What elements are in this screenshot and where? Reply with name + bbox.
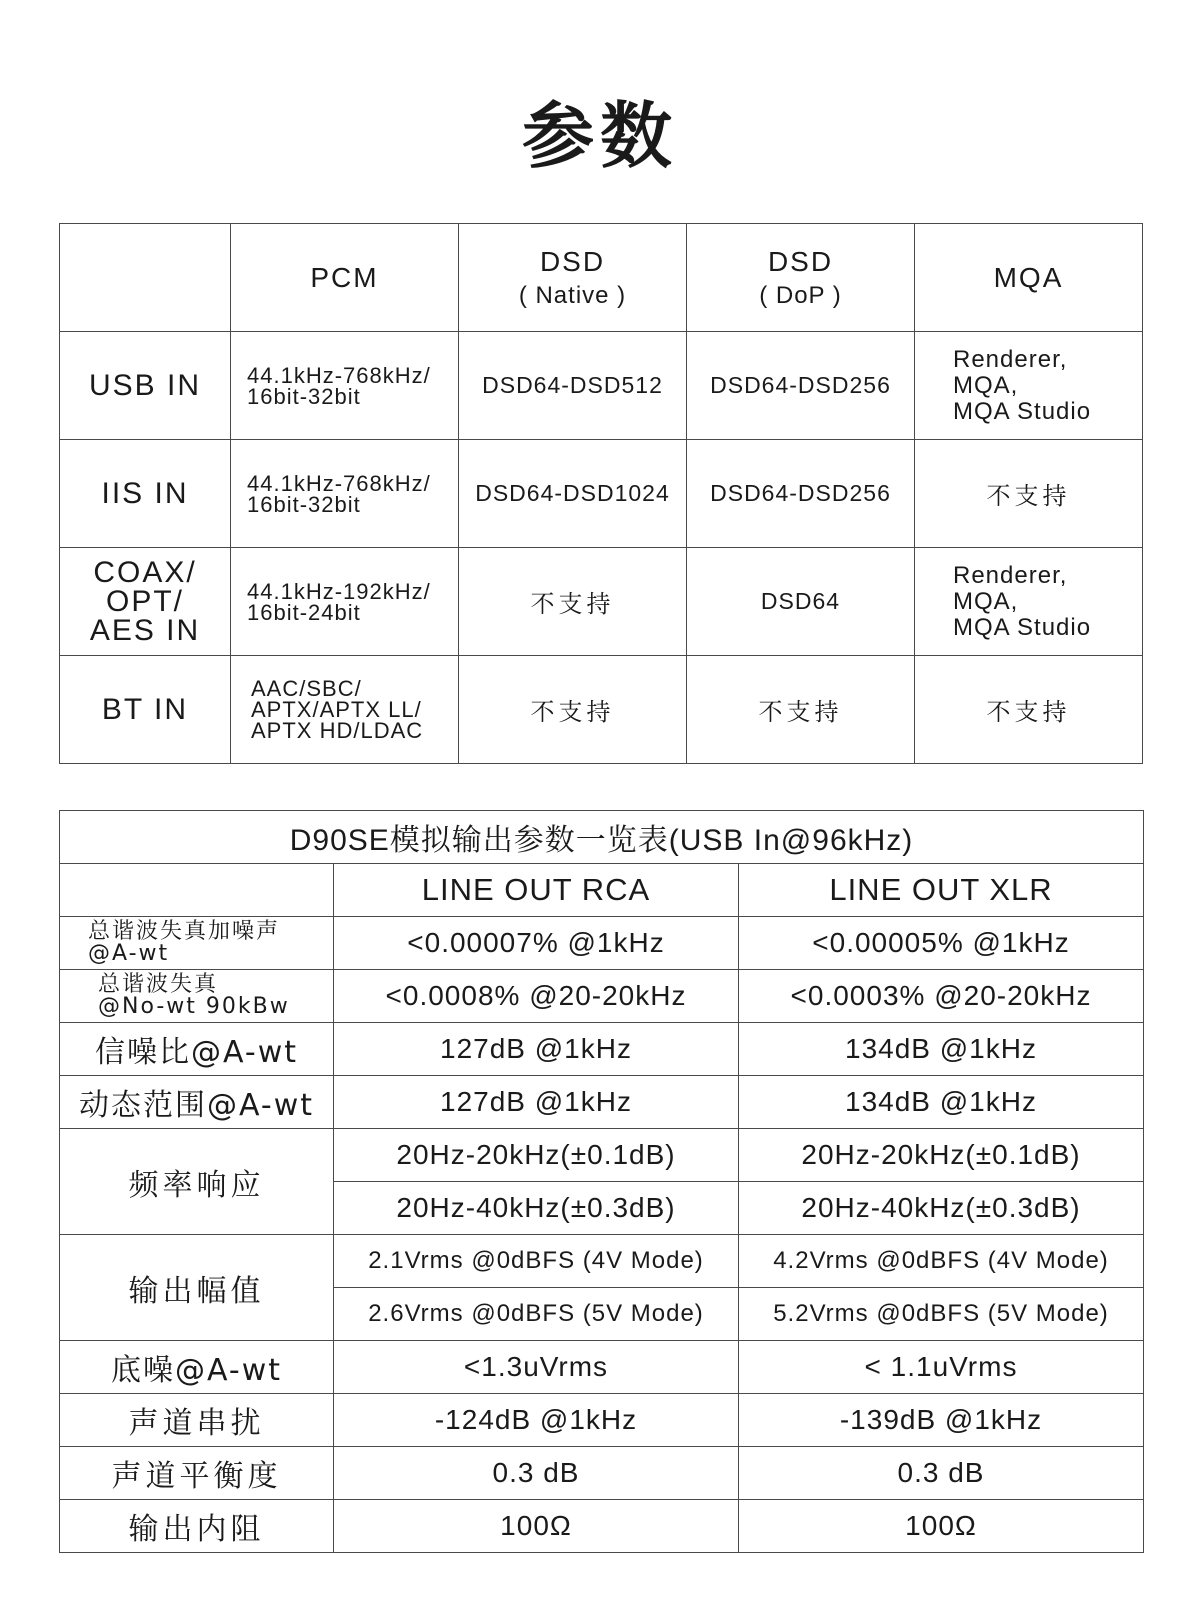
value-cell: <1.3uVrms (334, 1341, 739, 1394)
value-cell: <0.00007% @1kHz (334, 917, 739, 970)
row-label-output-impedance: 输出内阻 (60, 1500, 334, 1553)
mqa-cell: 不支持 (915, 656, 1143, 764)
row-label-output-level: 输出幅值 (60, 1235, 334, 1341)
value-cell: 2.1Vrms @0dBFS (4V Mode) (334, 1235, 739, 1288)
row-label-snr: 信噪比@A-wt (60, 1023, 334, 1076)
table-row (60, 1394, 1144, 1447)
value-cell: <0.0008% @20-20kHz (334, 970, 739, 1023)
corner-cell (60, 224, 231, 332)
row-label-dynamic-range: 动态范围@A-wt (60, 1076, 334, 1129)
table-row (60, 1500, 1144, 1553)
table-row (60, 917, 1144, 970)
table-row (60, 811, 1144, 864)
value-cell: 100Ω (739, 1500, 1144, 1553)
value-cell: 0.3 dB (334, 1447, 739, 1500)
value-cell: 4.2Vrms @0dBFS (4V Mode) (739, 1235, 1144, 1288)
mqa-cell: Renderer, MQA, MQA Studio (915, 332, 1143, 440)
row-label-usb-in: USB IN (60, 332, 231, 440)
page-title: 参数 (521, 94, 678, 178)
value-cell: 127dB @1kHz (334, 1076, 739, 1129)
dsd-native-cell: DSD64-DSD1024 (459, 440, 687, 548)
dsd-native-cell: 不支持 (459, 548, 687, 656)
col-header-pcm: PCM (231, 224, 459, 332)
value-cell: -139dB @1kHz (739, 1394, 1144, 1447)
dsd-dop-cell: DSD64-DSD256 (687, 440, 915, 548)
row-label-iis-in: IIS IN (60, 440, 231, 548)
pcm-cell: AAC/SBC/ APTX/APTX LL/ APTX HD/LDAC (231, 656, 459, 764)
value-cell: 127dB @1kHz (334, 1023, 739, 1076)
value-cell: 134dB @1kHz (739, 1076, 1144, 1129)
table-caption: D90SE模拟输出参数一览表(USB In@96kHz) (60, 811, 1144, 864)
col-header-xlr: LINE OUT XLR (739, 864, 1144, 917)
dsd-dop-cell: DSD64 (687, 548, 915, 656)
value-cell: 100Ω (334, 1500, 739, 1553)
col-header-rca: LINE OUT RCA (334, 864, 739, 917)
value-cell: < 1.1uVrms (739, 1341, 1144, 1394)
table-row (60, 332, 1143, 440)
row-label-coax-opt-aes-in: COAX/ OPT/ AES IN (60, 548, 231, 656)
col-header-sub: ( DoP ) (759, 281, 842, 309)
table-row (60, 1023, 1144, 1076)
mqa-cell: Renderer, MQA, MQA Studio (915, 548, 1143, 656)
table-row (60, 440, 1143, 548)
table-row (60, 1235, 1144, 1288)
row-label-crosstalk: 声道串扰 (60, 1394, 334, 1447)
value-cell: 20Hz-20kHz(±0.1dB) (739, 1129, 1144, 1182)
col-header-mqa: MQA (915, 224, 1143, 332)
row-label-thd: 总谐波失真 @No-wt 90kBw (60, 970, 334, 1023)
value-cell: 5.2Vrms @0dBFS (5V Mode) (739, 1288, 1144, 1341)
value-cell: <0.00005% @1kHz (739, 917, 1144, 970)
col-header-dsd-native: DSD ( Native ) (459, 224, 687, 332)
value-cell: <0.0003% @20-20kHz (739, 970, 1144, 1023)
dsd-native-cell: DSD64-DSD512 (459, 332, 687, 440)
table-row (60, 1129, 1144, 1182)
pcm-cell: 44.1kHz-192kHz/ 16bit-24bit (231, 548, 459, 656)
analog-output-table (59, 810, 1144, 1553)
table-row (60, 1447, 1144, 1500)
format-support-table (59, 223, 1143, 764)
table-row (60, 970, 1144, 1023)
table-row (60, 1341, 1144, 1394)
table-row (60, 864, 1144, 917)
value-cell: 134dB @1kHz (739, 1023, 1144, 1076)
dsd-native-cell: 不支持 (459, 656, 687, 764)
table-row (60, 656, 1143, 764)
col-header-sub: ( Native ) (518, 281, 627, 309)
value-cell: 20Hz-40kHz(±0.3dB) (739, 1182, 1144, 1235)
row-label-thd-n: 总谐波失真加噪声 @A-wt (60, 917, 334, 970)
dsd-dop-cell: 不支持 (687, 656, 915, 764)
table-row (60, 224, 1143, 332)
value-cell: -124dB @1kHz (334, 1394, 739, 1447)
pcm-cell: 44.1kHz-768kHz/ 16bit-32bit (231, 440, 459, 548)
value-cell: 20Hz-40kHz(±0.3dB) (334, 1182, 739, 1235)
table-row (60, 1076, 1144, 1129)
value-cell: 2.6Vrms @0dBFS (5V Mode) (334, 1288, 739, 1341)
row-label-frequency-response: 频率响应 (60, 1129, 334, 1235)
col-header-dsd-dop: DSD ( DoP ) (687, 224, 915, 332)
table-row (60, 548, 1143, 656)
value-cell: 0.3 dB (739, 1447, 1144, 1500)
mqa-cell: 不支持 (915, 440, 1143, 548)
pcm-cell: 44.1kHz-768kHz/ 16bit-32bit (231, 332, 459, 440)
corner-cell (60, 864, 334, 917)
dsd-dop-cell: DSD64-DSD256 (687, 332, 915, 440)
value-cell: 20Hz-20kHz(±0.1dB) (334, 1129, 739, 1182)
row-label-channel-balance: 声道平衡度 (60, 1447, 334, 1500)
row-label-noise-floor: 底噪@A-wt (60, 1341, 334, 1394)
row-label-bt-in: BT IN (60, 656, 231, 764)
